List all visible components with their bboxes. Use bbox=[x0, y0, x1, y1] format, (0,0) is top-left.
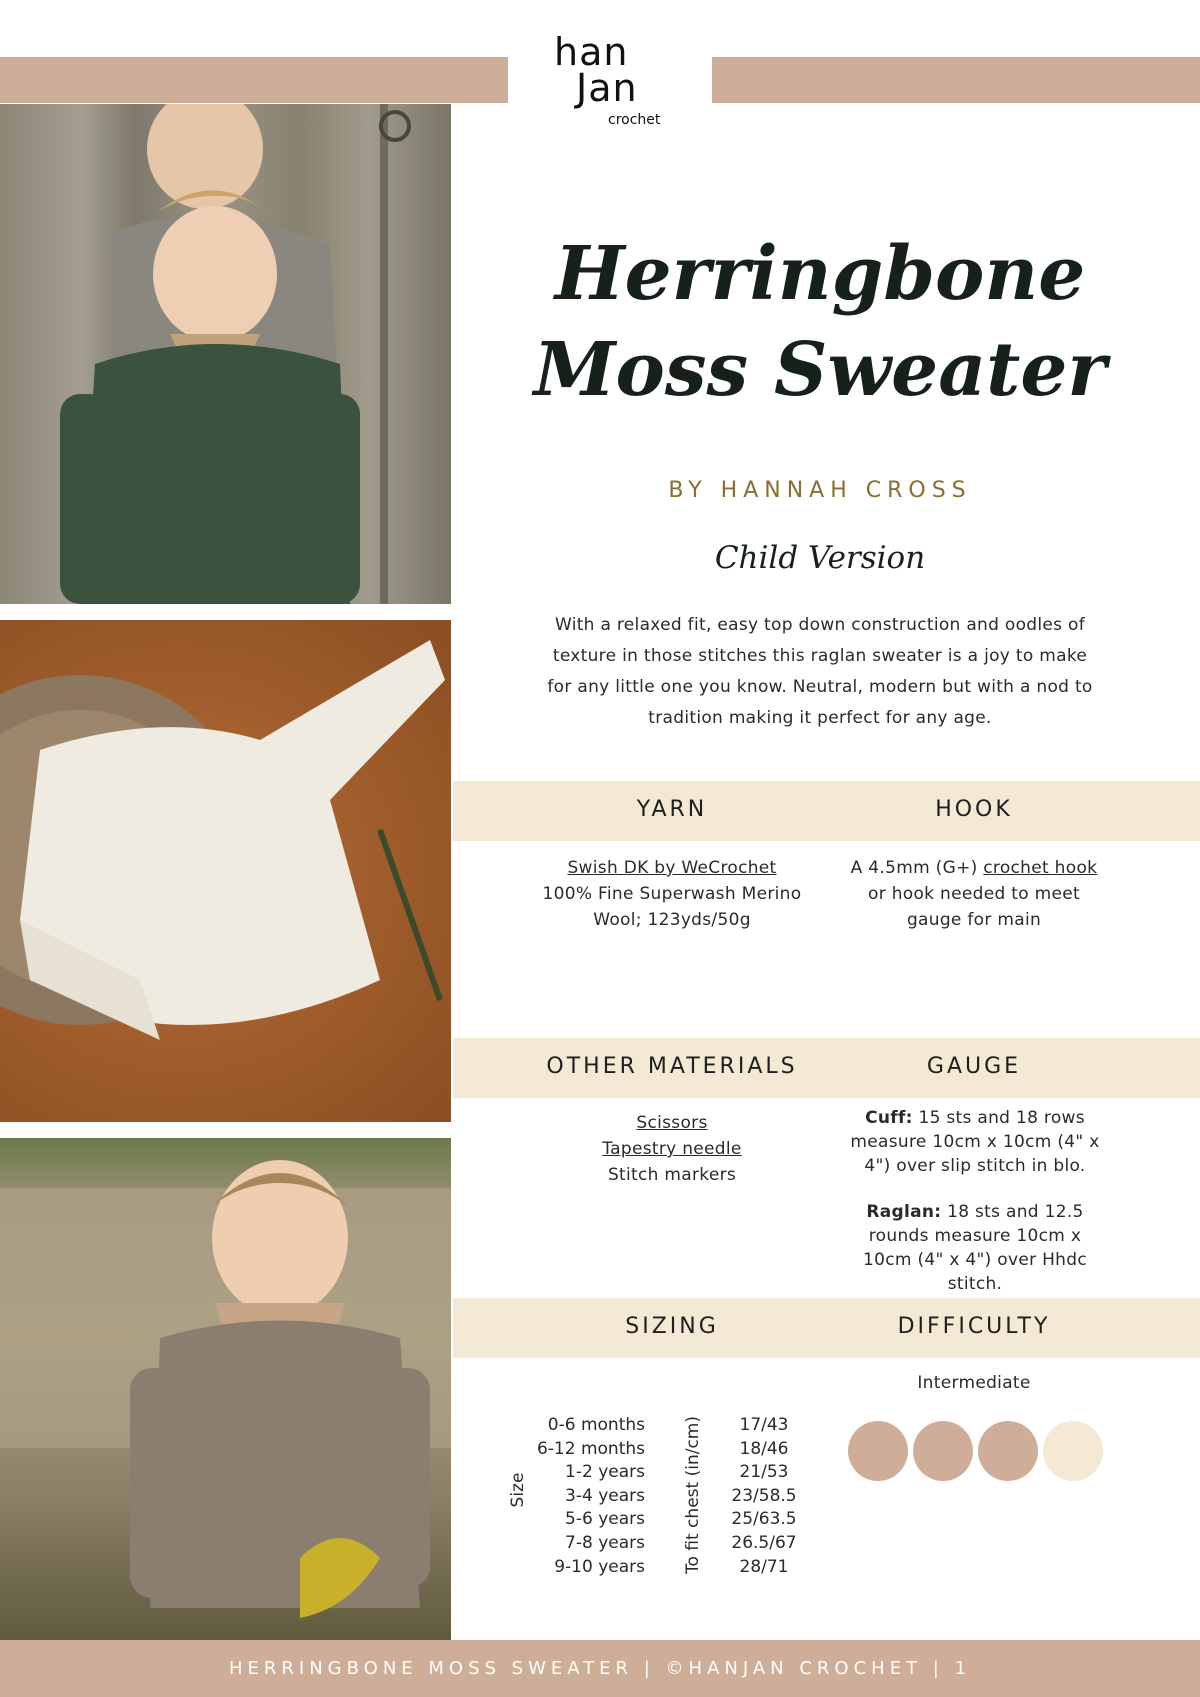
size-axis-label: Size bbox=[508, 1472, 528, 1508]
gauge-heading: GAUGE bbox=[926, 1054, 1022, 1079]
footer: HERRINGBONE MOSS SWEATER | ©HANJAN CROCHET | 1 bbox=[0, 1640, 1200, 1697]
cuff-label: Cuff: bbox=[865, 1108, 913, 1128]
page-title: Herringbone Moss Sweater bbox=[533, 231, 1107, 413]
photo-boy-grey-sweater bbox=[0, 1138, 451, 1640]
chest-measurement: 25/63.5 bbox=[731, 1509, 797, 1530]
raglan-label: Raglan: bbox=[866, 1202, 942, 1222]
stitch-markers-item: Stitch markers bbox=[607, 1165, 737, 1185]
yarn-link[interactable]: Swish DK by WeCrochet bbox=[567, 858, 777, 878]
materials-list bbox=[522, 1110, 822, 1188]
chest-measurement: 28/71 bbox=[739, 1556, 789, 1577]
logo-han: han bbox=[554, 30, 629, 74]
intro-paragraph: With a relaxed fit, easy top down construction and oodles of texture in those stitches this raglan sweater is a joy to make for any little one you know. Neutral, modern but with a nod to tradition making it perfect for any age. bbox=[547, 615, 1093, 728]
yarn-line-2: 100% Fine Superwash Merino bbox=[542, 884, 802, 904]
other-materials-heading: OTHER MATERIALS bbox=[546, 1054, 798, 1079]
logo-jan: Jan bbox=[576, 66, 638, 110]
version-subtitle: Child Version bbox=[714, 540, 926, 576]
difficulty-heading: DIFFICULTY bbox=[897, 1314, 1051, 1339]
difficulty-dot-filled bbox=[978, 1421, 1038, 1481]
cuff-line-1: 15 sts and 18 rows bbox=[912, 1108, 1085, 1128]
difficulty-dot-filled bbox=[913, 1421, 973, 1481]
hook-heading: HOOK bbox=[935, 797, 1013, 822]
photo-boys-green-sweater bbox=[0, 104, 451, 604]
size-label: 9-10 years bbox=[554, 1556, 645, 1577]
raglan-line-4: stitch. bbox=[947, 1274, 1003, 1294]
raglan-line-1: 18 sts and 12.5 bbox=[941, 1202, 1084, 1222]
raglan-line-3: 10cm (4" x 4") over Hhdc bbox=[863, 1250, 1087, 1270]
yarn-line-3: Wool; 123yds/50g bbox=[593, 910, 751, 930]
hook-line-2: or hook needed to meet bbox=[868, 884, 1080, 904]
sizing-heading: SIZING bbox=[625, 1314, 719, 1339]
crochet-hook-link[interactable]: crochet hook bbox=[983, 858, 1098, 878]
boys-illustration bbox=[0, 104, 451, 604]
difficulty-level: Intermediate bbox=[917, 1373, 1031, 1393]
gauge-details bbox=[830, 1106, 1120, 1296]
chest-measurement: 21/53 bbox=[739, 1462, 789, 1483]
header-bar-right bbox=[712, 57, 1200, 103]
sweater-illustration bbox=[0, 620, 451, 1122]
size-label: 6-12 months bbox=[536, 1438, 645, 1459]
size-label: 7-8 years bbox=[565, 1532, 645, 1553]
photo-cream-sweater-flatlay bbox=[0, 620, 451, 1122]
chest-measurement: 17/43 bbox=[739, 1415, 789, 1435]
hook-details bbox=[824, 855, 1124, 933]
difficulty-dot-empty bbox=[1043, 1421, 1103, 1481]
raglan-line-2: rounds measure 10cm x bbox=[868, 1226, 1082, 1246]
chest-measurement: 26.5/67 bbox=[731, 1532, 797, 1553]
yarn-details bbox=[507, 855, 837, 933]
chest-measurement: 23/58.5 bbox=[731, 1485, 797, 1506]
scissors-link[interactable]: Scissors bbox=[636, 1113, 708, 1133]
tapestry-needle-link[interactable]: Tapestry needle bbox=[602, 1139, 742, 1159]
author-byline: BY HANNAH CROSS bbox=[668, 478, 972, 503]
boy-illustration bbox=[0, 1138, 451, 1640]
chest-measurement: 18/46 bbox=[739, 1438, 789, 1459]
hook-prefix: A 4.5mm (G+) bbox=[850, 858, 984, 878]
hook-line-3: gauge for main bbox=[906, 910, 1042, 930]
size-label: 1-2 years bbox=[565, 1462, 645, 1483]
logo-crochet: crochet bbox=[608, 112, 661, 128]
cuff-line-3: 4") over slip stitch in blo. bbox=[864, 1156, 1086, 1176]
size-label: 5-6 years bbox=[565, 1509, 645, 1530]
difficulty-dot-filled bbox=[848, 1421, 908, 1481]
hanjan-logo bbox=[548, 30, 688, 130]
size-label: 0-6 months bbox=[547, 1415, 645, 1435]
cuff-line-2: measure 10cm x 10cm (4" x bbox=[850, 1132, 1100, 1152]
size-label: 3-4 years bbox=[565, 1485, 645, 1506]
chest-axis-label: To fit chest (in/cm) bbox=[683, 1416, 703, 1574]
yarn-heading: YARN bbox=[636, 797, 708, 822]
header-bar-left bbox=[0, 57, 508, 103]
